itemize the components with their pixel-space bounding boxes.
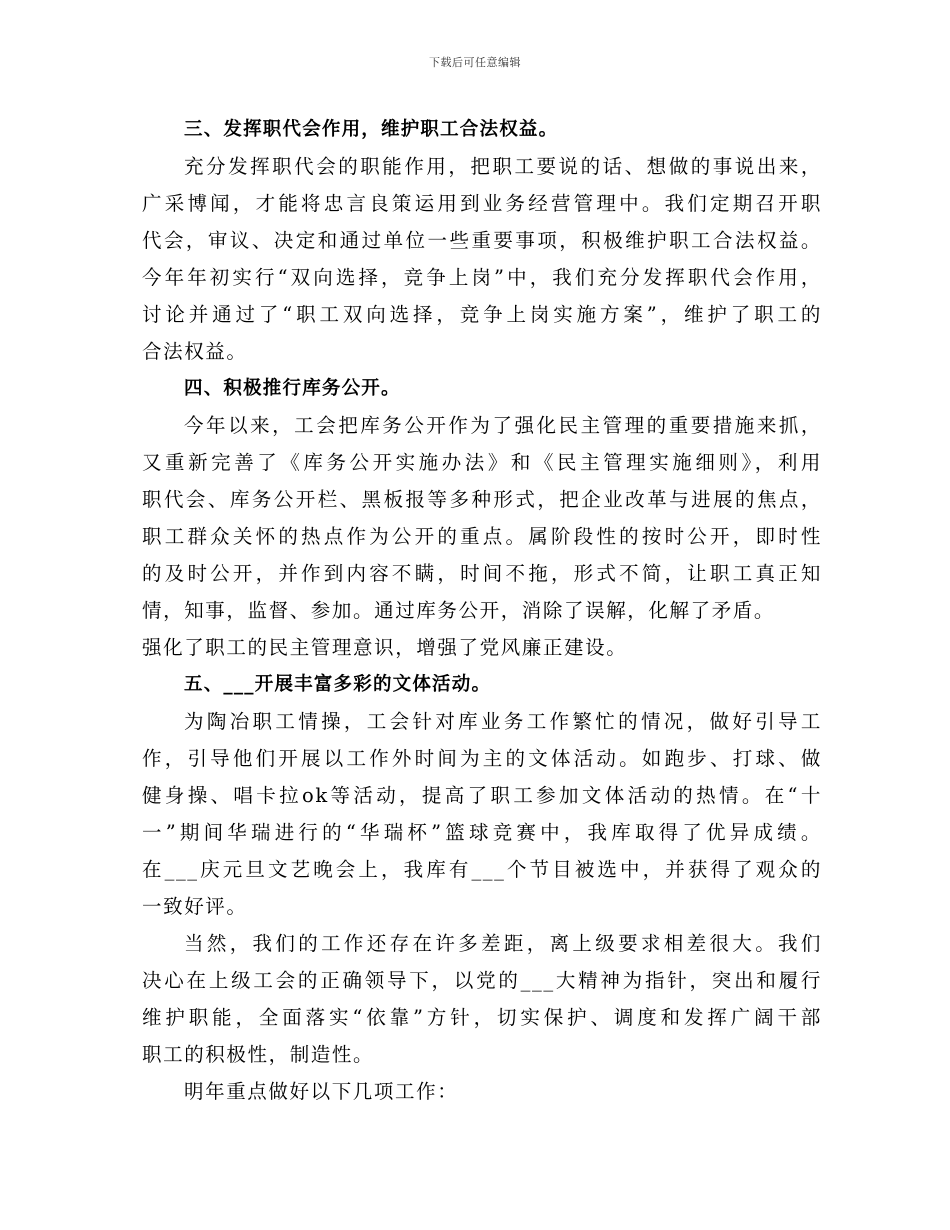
paragraph-line: 的及时公开，并作到内容不瞒，时间不拖，形式不简，让职工真正知 (142, 562, 822, 585)
paragraph-line: 一致好评。 (142, 895, 248, 918)
paragraph-line: 维护职能，全面落实“依靠”方针，切实保护、调度和发挥广阔干部 (142, 1006, 822, 1029)
paragraph-line: 决心在上级工会的正确领导下，以党的___大精神为指针，突出和履行 (142, 969, 822, 992)
paragraph-line: 当然，我们的工作还存在许多差距，离上级要求相差很大。我们 (184, 932, 822, 955)
paragraph-line: 作，引导他们开展以工作外时间为主的文体活动。如跑步、打球、做 (142, 747, 822, 770)
document-body (142, 111, 822, 1110)
paragraph-line: 讨论并通过了“职工双向选择，竞争上岗实施方案”，维护了职工的 (142, 303, 822, 326)
paragraph-line: 又重新完善了《库务公开实施办法》和《民主管理实施细则》，利用 (142, 451, 822, 474)
paragraph-line: 在___庆元旦文艺晚会上，我库有___个节目被选中，并获得了观众的 (142, 858, 822, 881)
paragraph-line: 明年重点做好以下几项工作： (184, 1080, 459, 1103)
paragraph-line: 职工的积极性，制造性。 (142, 1043, 375, 1066)
paragraph-line: 代会，审议、决定和通过单位一些重要事项，积极维护职工合法权益。 (142, 229, 822, 252)
paragraph-line: 为陶冶职工情操，工会针对库业务工作繁忙的情况，做好引导工 (184, 710, 822, 733)
paragraph-line: 今年以来，工会把库务公开作为了强化民主管理的重要措施来抓， (184, 414, 822, 437)
paragraph-line: 强化了职工的民主管理意识，增强了党风廉正建设。 (142, 636, 628, 659)
paragraph-line: 合法权益。 (142, 340, 248, 363)
paragraph-line: 职工群众关怀的热点作为公开的重点。属阶段性的按时公开，即时性 (142, 525, 822, 548)
paragraph-line: 一”期间华瑞进行的“华瑞杯”篮球竞赛中，我库取得了优异成绩。 (142, 821, 822, 844)
paragraph-line: 今年年初实行“双向选择，竞争上岗”中，我们充分发挥职代会作用， (142, 266, 822, 289)
paragraph-line: 情，知事，监督、参加。通过库务公开，消除了误解，化解了矛盾。 (142, 599, 776, 622)
paragraph-line: 健身操、唱卡拉ok等活动，提高了职工参加文体活动的热情。在“十 (142, 784, 822, 807)
section-heading-4: 四、积极推行库务公开。 (184, 378, 401, 399)
paragraph-line: 广采博闻，才能将忠言良策运用到业务经营管理中。我们定期召开职 (142, 192, 822, 215)
page-header-note: 下载后可任意编辑 (429, 56, 521, 69)
section-heading-3: 三、发挥职代会作用，维护职工合法权益。 (184, 119, 559, 140)
section-heading-5: 五、___开展丰富多彩的文体活动。 (184, 674, 492, 695)
paragraph-line: 职代会、库务公开栏、黑板报等多种形式，把企业改革与进展的焦点， (142, 488, 822, 511)
paragraph-line: 充分发挥职代会的职能作用，把职工要说的话、想做的事说出来， (184, 155, 822, 178)
